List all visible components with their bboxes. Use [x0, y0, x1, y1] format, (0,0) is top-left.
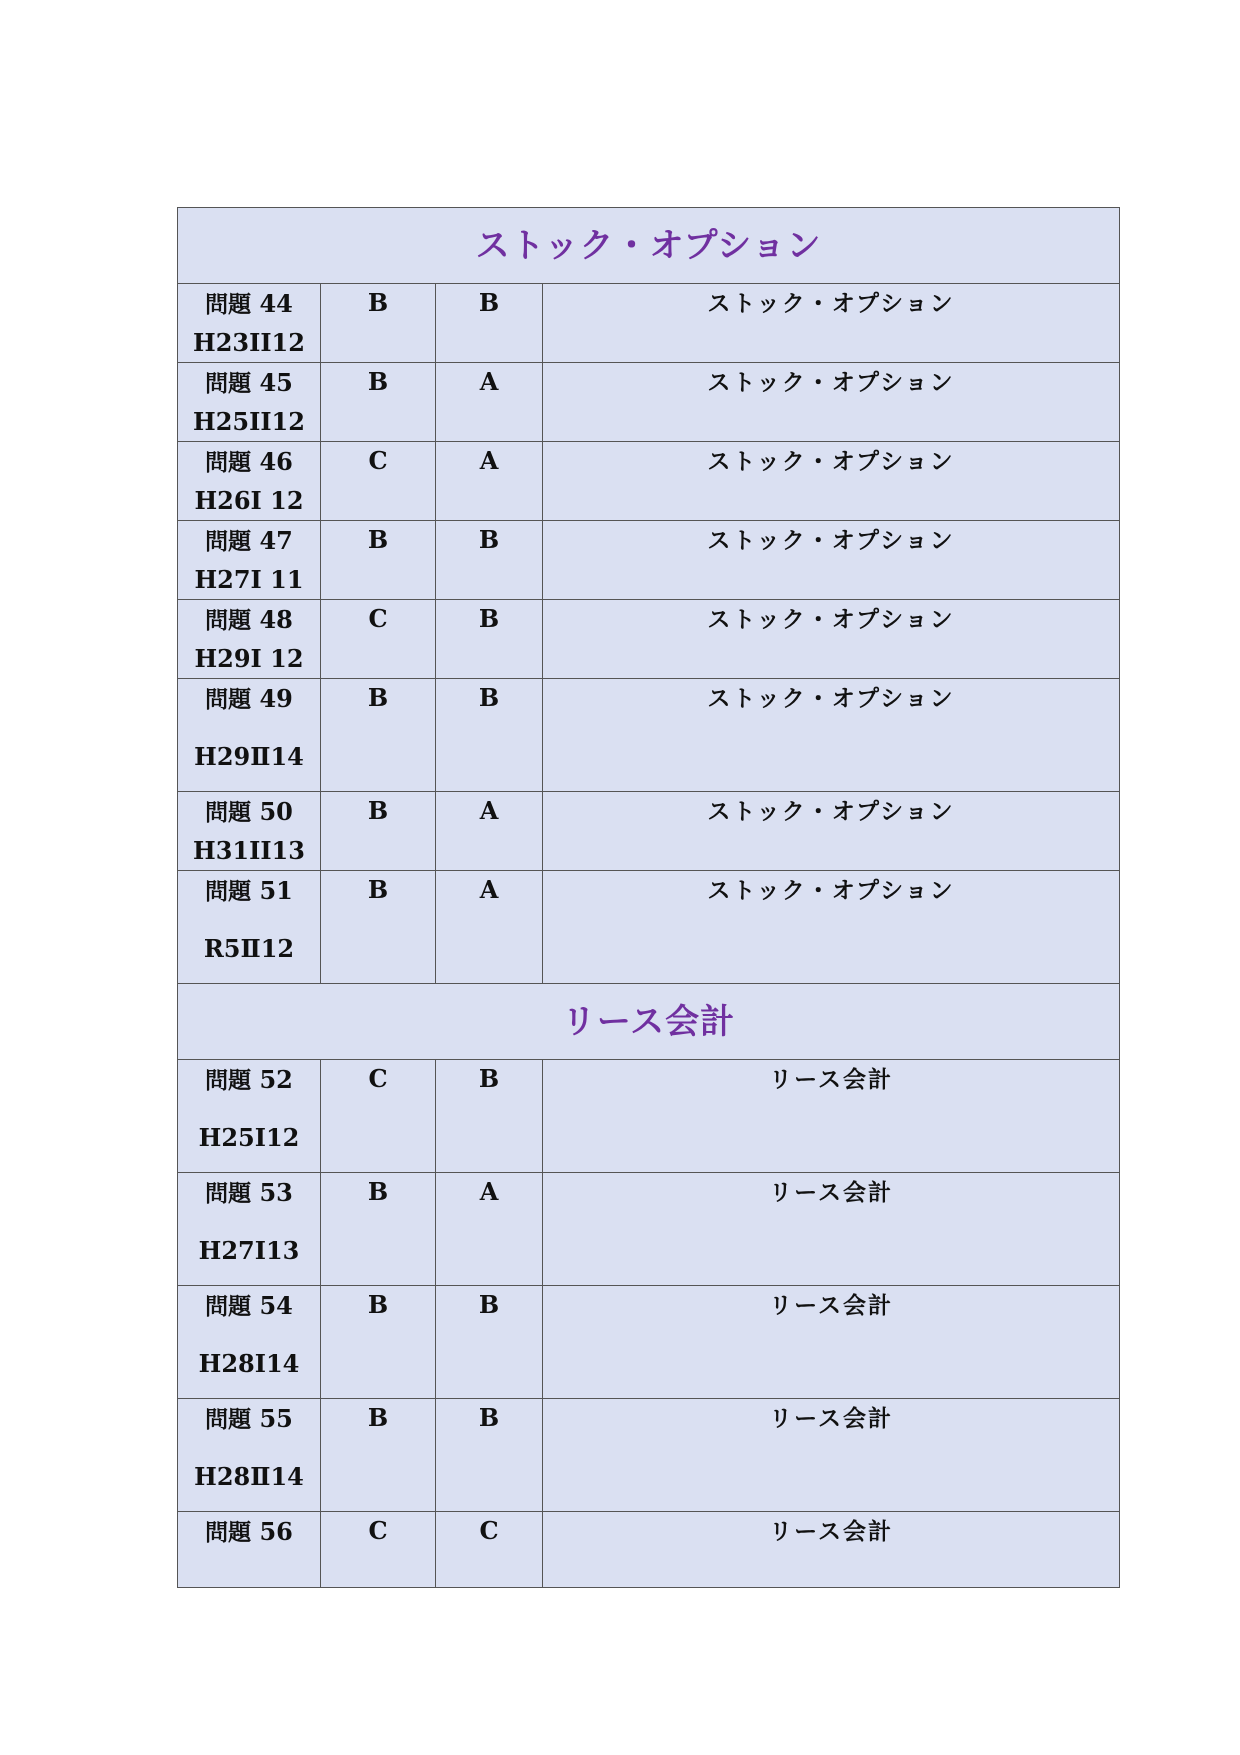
exam-code: H23II12 — [193, 328, 305, 357]
problem-id-cell — [178, 442, 321, 521]
problem-number: 55 — [259, 1404, 293, 1433]
topic-cell — [543, 600, 1120, 679]
rank-cell: B — [321, 1286, 436, 1399]
table-row — [178, 521, 1120, 600]
topic-cell — [543, 442, 1120, 521]
problem-label: 問題 — [205, 450, 252, 476]
problem-number: 56 — [259, 1517, 293, 1546]
problem-label: 問題 — [205, 371, 252, 397]
level-cell: B — [436, 284, 543, 363]
problem-number: 45 — [259, 368, 293, 397]
rank-cell: C — [321, 1512, 436, 1588]
table-row — [178, 1399, 1120, 1512]
problem-id-cell — [178, 284, 321, 363]
topic-text: ストック・オプション — [707, 878, 955, 904]
problem-label: 問題 — [205, 1294, 252, 1320]
topic-text: リース会計 — [769, 1293, 893, 1319]
problem-id-cell — [178, 871, 321, 984]
topic-text: ストック・オプション — [707, 686, 955, 712]
problem-number: 47 — [259, 526, 293, 555]
table-row — [178, 1060, 1120, 1173]
problem-id-cell — [178, 1399, 321, 1512]
table-row — [178, 792, 1120, 871]
topic-text: ストック・オプション — [707, 370, 955, 396]
level-cell: A — [436, 1173, 543, 1286]
level-cell: B — [436, 1286, 543, 1399]
problem-id-cell — [178, 1512, 321, 1588]
problem-number: 49 — [259, 684, 293, 713]
level-cell: B — [436, 1060, 543, 1173]
table-row — [178, 871, 1120, 984]
rank-cell: C — [321, 442, 436, 521]
problem-id-cell — [178, 363, 321, 442]
topic-text: リース会計 — [769, 1406, 893, 1432]
topic-cell — [543, 679, 1120, 792]
level-cell: A — [436, 363, 543, 442]
topic-cell — [543, 1286, 1120, 1399]
problem-label: 問題 — [205, 1068, 252, 1094]
table-row — [178, 1173, 1120, 1286]
topic-cell — [543, 521, 1120, 600]
section-title: リース会計 — [178, 984, 1120, 1060]
problem-label: 問題 — [205, 800, 252, 826]
problem-id-cell — [178, 600, 321, 679]
exam-code: H29Ⅱ14 — [194, 742, 304, 771]
problem-id-cell — [178, 1173, 321, 1286]
rank-cell: B — [321, 284, 436, 363]
section-title: ストック・オプション — [178, 208, 1120, 284]
problem-number: 51 — [259, 876, 293, 905]
rank-cell: B — [321, 521, 436, 600]
table-row — [178, 600, 1120, 679]
exam-code: H25Ⅰ12 — [198, 1123, 300, 1152]
exam-code: H27I 11 — [194, 565, 304, 594]
topic-text: リース会計 — [769, 1180, 893, 1206]
problem-label: 問題 — [205, 1407, 252, 1433]
problem-number: 54 — [259, 1291, 293, 1320]
topic-cell — [543, 1173, 1120, 1286]
level-cell: C — [436, 1512, 543, 1588]
topic-text: ストック・オプション — [707, 799, 955, 825]
problem-label: 問題 — [205, 292, 252, 318]
exam-code: H28Ⅰ14 — [198, 1349, 300, 1378]
level-cell: B — [436, 679, 543, 792]
problem-number: 48 — [259, 605, 293, 634]
topic-cell — [543, 284, 1120, 363]
rank-cell: B — [321, 679, 436, 792]
level-cell: A — [436, 792, 543, 871]
exam-code: H31II13 — [193, 836, 305, 865]
rank-cell: C — [321, 600, 436, 679]
topic-cell — [543, 1399, 1120, 1512]
level-cell: A — [436, 871, 543, 984]
problem-id-cell — [178, 521, 321, 600]
problem-label: 問題 — [205, 687, 252, 713]
topic-text: リース会計 — [769, 1067, 893, 1093]
exam-code: H25II12 — [193, 407, 305, 436]
problem-label: 問題 — [205, 879, 252, 905]
exam-code: R5Ⅱ12 — [203, 934, 295, 963]
problem-number: 46 — [259, 447, 293, 476]
problem-id-cell — [178, 1286, 321, 1399]
problem-label: 問題 — [205, 1520, 252, 1546]
problem-label: 問題 — [205, 529, 252, 555]
topic-cell — [543, 792, 1120, 871]
rank-cell: C — [321, 1060, 436, 1173]
level-cell: A — [436, 442, 543, 521]
exam-code: H28Ⅱ14 — [194, 1462, 304, 1491]
section-header-row — [178, 984, 1120, 1060]
table-row — [178, 679, 1120, 792]
topic-cell — [543, 363, 1120, 442]
problem-label: 問題 — [205, 608, 252, 634]
problem-number: 44 — [259, 289, 293, 318]
table-row — [178, 1286, 1120, 1399]
problem-label: 問題 — [205, 1181, 252, 1207]
rank-cell: B — [321, 1399, 436, 1512]
rank-cell: B — [321, 363, 436, 442]
table-row — [178, 1512, 1120, 1588]
rank-cell: B — [321, 871, 436, 984]
exam-code: H26I 12 — [194, 486, 304, 515]
problem-id-cell — [178, 679, 321, 792]
exam-code: H27Ⅰ13 — [198, 1236, 300, 1265]
section-header-row — [178, 208, 1120, 284]
topic-cell — [543, 1512, 1120, 1588]
rank-cell: B — [321, 1173, 436, 1286]
table-row — [178, 442, 1120, 521]
topic-text: リース会計 — [769, 1519, 893, 1545]
level-cell: B — [436, 1399, 543, 1512]
problem-number: 50 — [259, 797, 293, 826]
rank-cell: B — [321, 792, 436, 871]
table-row — [178, 363, 1120, 442]
level-cell: B — [436, 521, 543, 600]
level-cell: B — [436, 600, 543, 679]
problem-id-cell — [178, 1060, 321, 1173]
exam-code: H29I 12 — [194, 644, 304, 673]
topic-text: ストック・オプション — [707, 607, 955, 633]
problem-index-table — [177, 207, 1120, 1588]
topic-text: ストック・オプション — [707, 291, 955, 317]
topic-text: ストック・オプション — [707, 528, 955, 554]
topic-cell — [543, 871, 1120, 984]
topic-cell — [543, 1060, 1120, 1173]
topic-text: ストック・オプション — [707, 449, 955, 475]
problem-number: 53 — [259, 1178, 293, 1207]
problem-number: 52 — [259, 1065, 293, 1094]
problem-id-cell — [178, 792, 321, 871]
table-row — [178, 284, 1120, 363]
